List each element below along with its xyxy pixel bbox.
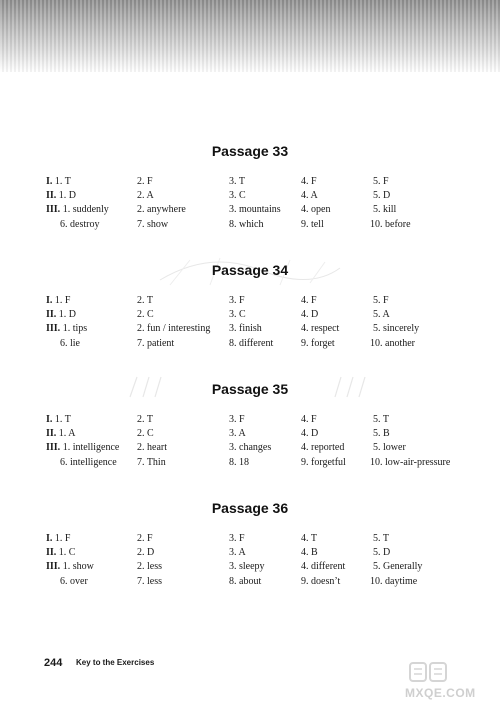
answer-cell: 5. Generally — [373, 561, 423, 572]
answer-cell: 2. T — [137, 414, 153, 425]
answer-cell: 3. sleepy — [229, 561, 265, 572]
answer-cell: 4. F — [301, 176, 317, 187]
answer-cell: 5. F — [373, 295, 389, 306]
answer-cell: 10. low-air-pressure — [370, 457, 451, 468]
answer-cell: III. 1. suddenly — [46, 204, 109, 215]
answer-cell: 2. F — [137, 176, 153, 187]
answer-cell: 5. sincerely — [373, 323, 420, 334]
answer-cell: 8. 18 — [229, 457, 249, 468]
answer-cell: 7. show — [137, 219, 169, 230]
answer-cell: 4. different — [301, 561, 346, 572]
answer-cell: 5. kill — [373, 204, 397, 215]
passage-title: Passage 35 — [211, 381, 289, 397]
answer-cell: 9. tell — [301, 219, 324, 230]
answer-cell: III. 1. intelligence — [46, 442, 120, 453]
answer-cell: 2. anywhere — [137, 204, 186, 215]
answer-cell: 10. before — [370, 219, 411, 230]
answer-cell: 4. F — [301, 295, 317, 306]
answer-cell: 5. D — [373, 547, 391, 558]
answer-cell: 4. T — [301, 533, 317, 544]
answer-cell: 2. less — [137, 561, 162, 572]
answer-cell: 6. destroy — [60, 219, 100, 230]
answer-cell: 2. heart — [137, 442, 167, 453]
answer-cell: 5. T — [373, 414, 389, 425]
watermark-site-text: MXQE.COM — [405, 686, 476, 700]
answer-cell: 9. doesn’t — [301, 576, 341, 587]
answer-cell: 5. B — [373, 428, 390, 439]
answer-cell: 4. D — [301, 428, 319, 439]
answer-cell: 6. lie — [60, 338, 80, 349]
answer-cell: II. 1. D — [46, 190, 77, 201]
page-number: 244 — [44, 657, 63, 669]
answer-row — [0, 545, 500, 560]
answer-cell: 2. D — [137, 547, 155, 558]
passage-title: Passage 36 — [211, 500, 289, 516]
answer-row — [0, 531, 500, 546]
passage-title: Passage 33 — [211, 143, 289, 159]
answer-row — [0, 307, 500, 322]
answer-row — [0, 202, 500, 217]
answer-cell: 3. finish — [229, 323, 262, 334]
answer-cell: 3. mountains — [229, 204, 281, 215]
answer-cell: 7. Thin — [137, 457, 166, 468]
answer-row — [0, 321, 500, 336]
answer-cell: 8. about — [229, 576, 262, 587]
answer-row — [0, 217, 500, 232]
answer-cell: III. 1. show — [46, 561, 94, 572]
answer-row — [0, 426, 500, 441]
passage-title: Passage 34 — [211, 262, 289, 278]
answer-cell: 4. respect — [301, 323, 340, 334]
answer-cell: 10. another — [370, 338, 415, 349]
answer-row — [0, 455, 500, 470]
answer-cell: 3. T — [229, 176, 245, 187]
answer-cell: 2. F — [137, 533, 153, 544]
answer-cell: 5. T — [373, 533, 389, 544]
answer-cell: 3. F — [229, 295, 245, 306]
answer-cell: 2. fun / interesting — [137, 323, 211, 334]
answer-cell: 4. D — [301, 309, 319, 320]
answer-row — [0, 440, 500, 455]
answer-row — [0, 293, 500, 308]
answer-cell: I. 1. T — [46, 414, 71, 425]
running-title: Key to the Exercises — [76, 658, 155, 667]
answer-cell: I. 1. F — [46, 533, 71, 544]
answer-cell: 2. C — [137, 309, 154, 320]
watermark-logo-icon — [408, 660, 450, 686]
answer-cell: 5. F — [373, 176, 389, 187]
answer-cell: 3. A — [229, 547, 246, 558]
answer-row — [0, 188, 500, 203]
answer-cell: 6. intelligence — [60, 457, 117, 468]
answer-cell: 9. forget — [301, 338, 335, 349]
answer-cell: 9. forgetful — [301, 457, 346, 468]
answer-cell: 3. C — [229, 309, 246, 320]
answer-row — [0, 174, 500, 189]
answer-cell: 3. changes — [229, 442, 272, 453]
answer-cell: 3. F — [229, 414, 245, 425]
answer-cell: 3. C — [229, 190, 246, 201]
answer-cell: 7. patient — [137, 338, 175, 349]
answer-cell: 5. D — [373, 190, 391, 201]
answer-cell: 7. less — [137, 576, 162, 587]
answer-cell: 8. different — [229, 338, 274, 349]
answer-cell: 5. A — [373, 309, 390, 320]
answer-row — [0, 412, 500, 427]
answer-cell: 6. over — [60, 576, 88, 587]
answer-cell: 4. B — [301, 547, 318, 558]
answer-cell: 2. T — [137, 295, 153, 306]
answer-cell: II. 1. A — [46, 428, 76, 439]
answer-cell: 4. open — [301, 204, 331, 215]
answer-cell: 10. daytime — [370, 576, 418, 587]
answer-cell: 8. which — [229, 219, 264, 230]
answer-cell: III. 1. tips — [46, 323, 88, 334]
answer-cell: 5. lower — [373, 442, 406, 453]
answer-cell: I. 1. F — [46, 295, 71, 306]
answer-row — [0, 336, 500, 351]
answer-cell: 4. reported — [301, 442, 345, 453]
answer-row — [0, 574, 500, 589]
answer-cell: II. 1. D — [46, 309, 77, 320]
scanned-page-top-band — [0, 0, 500, 72]
answer-cell: 4. A — [301, 190, 318, 201]
answer-cell: II. 1. C — [46, 547, 76, 558]
answer-cell: 2. C — [137, 428, 154, 439]
answer-cell: 4. F — [301, 414, 317, 425]
answer-row — [0, 559, 500, 574]
answer-cell: 3. A — [229, 428, 246, 439]
answer-cell: I. 1. T — [46, 176, 71, 187]
answer-cell: 3. F — [229, 533, 245, 544]
answer-cell: 2. A — [137, 190, 154, 201]
